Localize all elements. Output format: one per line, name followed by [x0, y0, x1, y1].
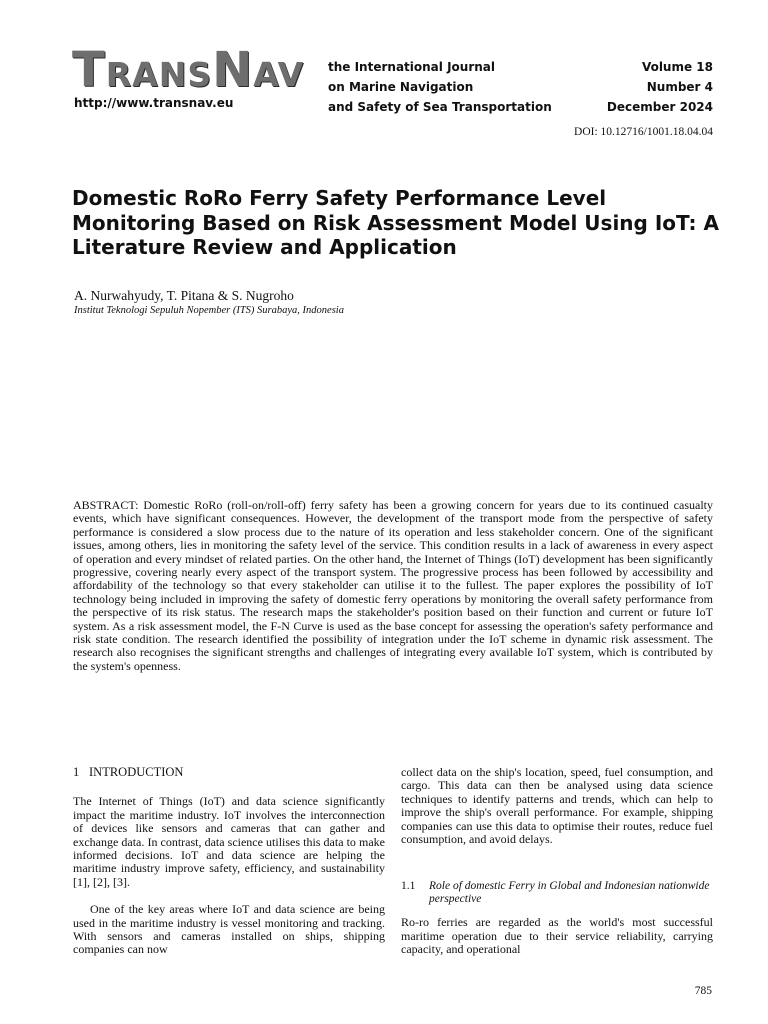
journal-name — [328, 57, 552, 117]
section-title: INTRODUCTION — [89, 765, 184, 779]
left-column — [73, 766, 385, 957]
body-paragraph: Ro-ro ferries are regarded as the world's most successful maritime operation due to their service reliability, carrying capacity, and operational — [401, 915, 713, 957]
section-number: 1 — [73, 765, 80, 779]
subsection-number: 1.1 — [401, 880, 416, 893]
doi[interactable]: DOI: 10.12716/1001.18.04.04 — [574, 126, 713, 138]
issue-date: December 2024 — [606, 100, 713, 114]
article-authors: A. Nurwahyudy, T. Pitana & S. Nugroho — [74, 288, 294, 303]
body-paragraph: collect data on the ship's location, speed, fuel consumption, and cargo. This data can then be analysed using data science techniques to identify patterns and trends, which can help to improve the ship's overall performance. For example, shipping companies can use this data to optimise their routes, reduce fuel consumption, and avoid delays. — [401, 765, 713, 847]
section-heading — [73, 766, 385, 779]
journal-url[interactable]: http://www.transnav.eu — [74, 96, 234, 110]
journal-line: the International Journal — [328, 60, 495, 74]
page-number: 785 — [694, 985, 712, 997]
body-paragraph: One of the key areas where IoT and data science are being used in the maritime industry is vessel monitoring and tracking. With sensors and cameras installed on ships, shipping companies can now — [73, 902, 385, 957]
journal-line: and Safety of Sea Transportation — [328, 100, 552, 114]
article-title: Domestic RoRo Ferry Safety Performance Level Monitoring Based on Risk Assessment Model Using IoT: A Literature Review and Application — [72, 186, 719, 259]
author-affiliation: Institut Teknologi Sepuluh Nopember (ITS) Surabaya, Indonesia — [74, 305, 344, 316]
issue-info — [607, 57, 713, 117]
volume-number: Volume 18 — [641, 60, 713, 74]
abstract: ABSTRACT: Domestic RoRo (roll-on/roll-off) ferry safety has been a growing concern for years due to its continued casualty events, which have significant consequences. However, the development of the transport mode from the perspective of safety performance is considered a slow process due to the nature of its operation and less stakeholder concern. One of the significant issues, among others, lies in monitoring the safety level of the service. This condition results in a lack of awareness in every aspect of operation and every mindset of related parties. On the other hand, the Internet of Things (IoT) development has been significantly progressive, covering nearly every aspect of the transport system. The progressive process has been followed by accessibility and affordability of the technology so that every stakeholder can utilise it to the fullest. The paper explores the possibility of IoT technology being included in improving the safety of domestic ferry operations by monitoring the overall safety performance from the perspective of its risk status. The research maps the stakeholder's position based on their function and current or future IoT system. As a risk assessment model, the F-N Curve is used as the base concept for assessing the operation's safety performance and risk state condition. The research identified the possibility of integration under the IoT scheme in dynamic risk assessment. The research also recognises the significant strengths and challenges of integrating every available IoT system, which is contributed by the system's openness. — [73, 498, 713, 673]
subsection-title: Role of domestic Ferry in Global and Indonesian nationwide perspective — [429, 880, 710, 906]
right-column — [401, 766, 713, 957]
issue-number: Number 4 — [646, 80, 713, 94]
body-paragraph: The Internet of Things (IoT) and data science significantly impact the maritime industry. IoT involves the interconnection of devices like sensors and cameras that can gather and exchange data. In contrast, data science utilises this data to make informed decisions. IoT and data science are helping the maritime industry improve safety, efficiency, and sustainability [1], [2], [3]. — [73, 794, 385, 889]
transnav-logo: TRANSNAV — [72, 42, 305, 98]
journal-line: on Marine Navigation — [328, 80, 474, 94]
subsection-heading — [401, 880, 713, 906]
